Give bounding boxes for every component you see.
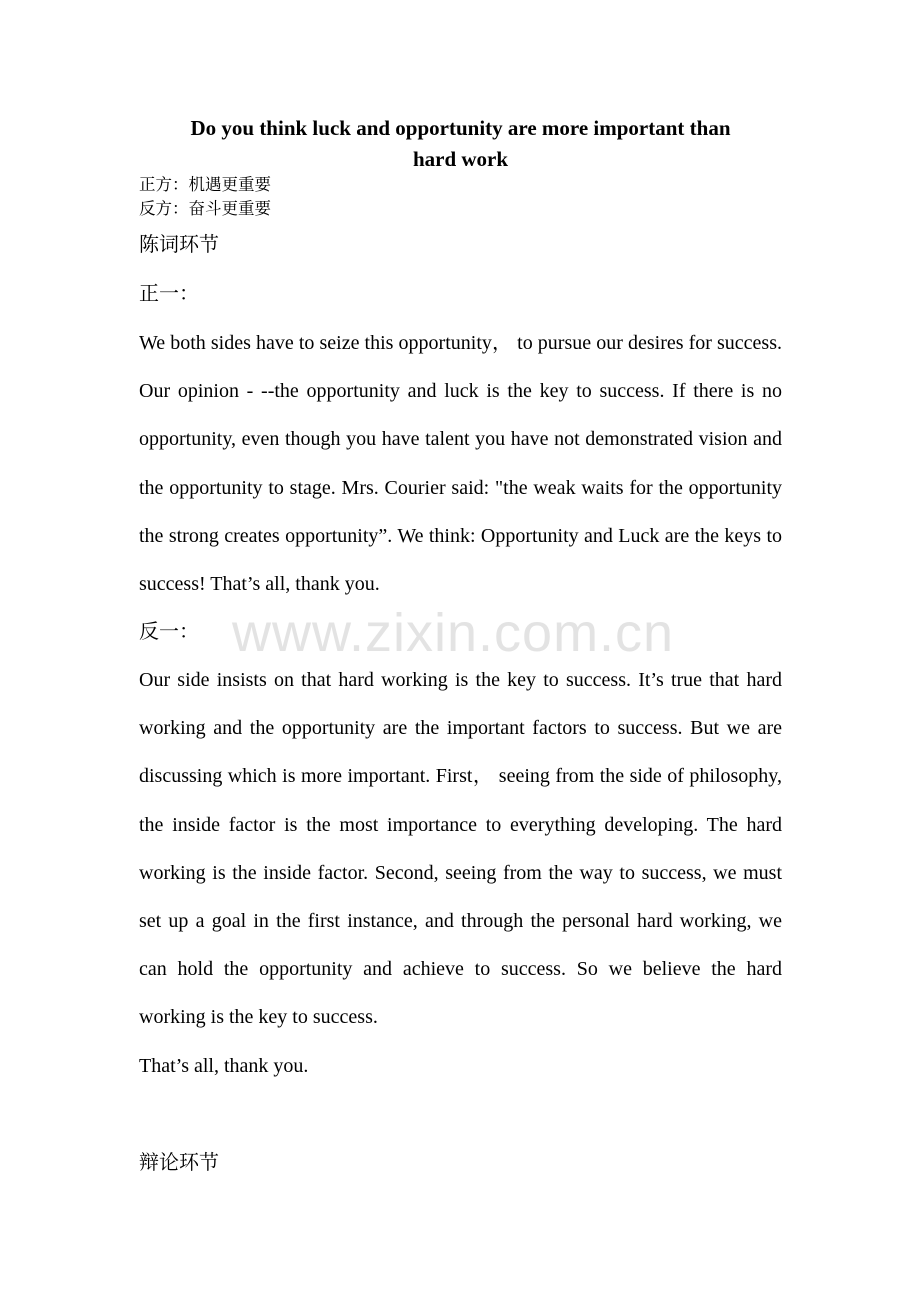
speaker-label-neg1: 反一： <box>139 621 199 643</box>
affirmative-position: 正方：机遇更重要 <box>139 175 271 194</box>
negative-position: 反方：奋斗更重要 <box>139 199 271 218</box>
section-heading-debate: 辩论环节 <box>139 1152 219 1174</box>
neg1-statement: Our side insists on that hard working is the key to success. It’s true that hard working and the opportunity are the important factors to success. But we are discussing which is more important. First， seeing from the side of philosophy, the inside factor is the most importance to everything developing. The hard working is the inside factor. Second, seeing from the way to success, we must set up a goal in the first instance, and through the personal hard working, we can hold the opportunity and achieve to success. So we believe the hard working is the key to success. <box>139 669 782 1029</box>
title-line-2: hard work <box>412 147 509 171</box>
neg1-closing: That’s all, thank you. <box>139 1055 309 1077</box>
section-heading-opening: 陈词环节 <box>139 234 219 256</box>
watermark: www.zixin.com.cn <box>232 603 675 663</box>
aff1-statement: We both sides have to seize this opportunity， to pursue our desires for success. Our opinion - --the opportunity and luck is the key to success. If there is no opportunity, even though you have talent you have not demonstrated vision and the opportunity to stage. Mrs. Courier said: "the weak waits for the opportunity the strong creates opportunity”. We think: Opportunity and Luck are the keys to success! That’s all, thank you. <box>139 332 782 596</box>
title-line-1: Do you think luck and opportunity are more important than <box>190 116 731 140</box>
speaker-label-aff1: 正一： <box>139 283 199 305</box>
document-title <box>139 113 782 175</box>
